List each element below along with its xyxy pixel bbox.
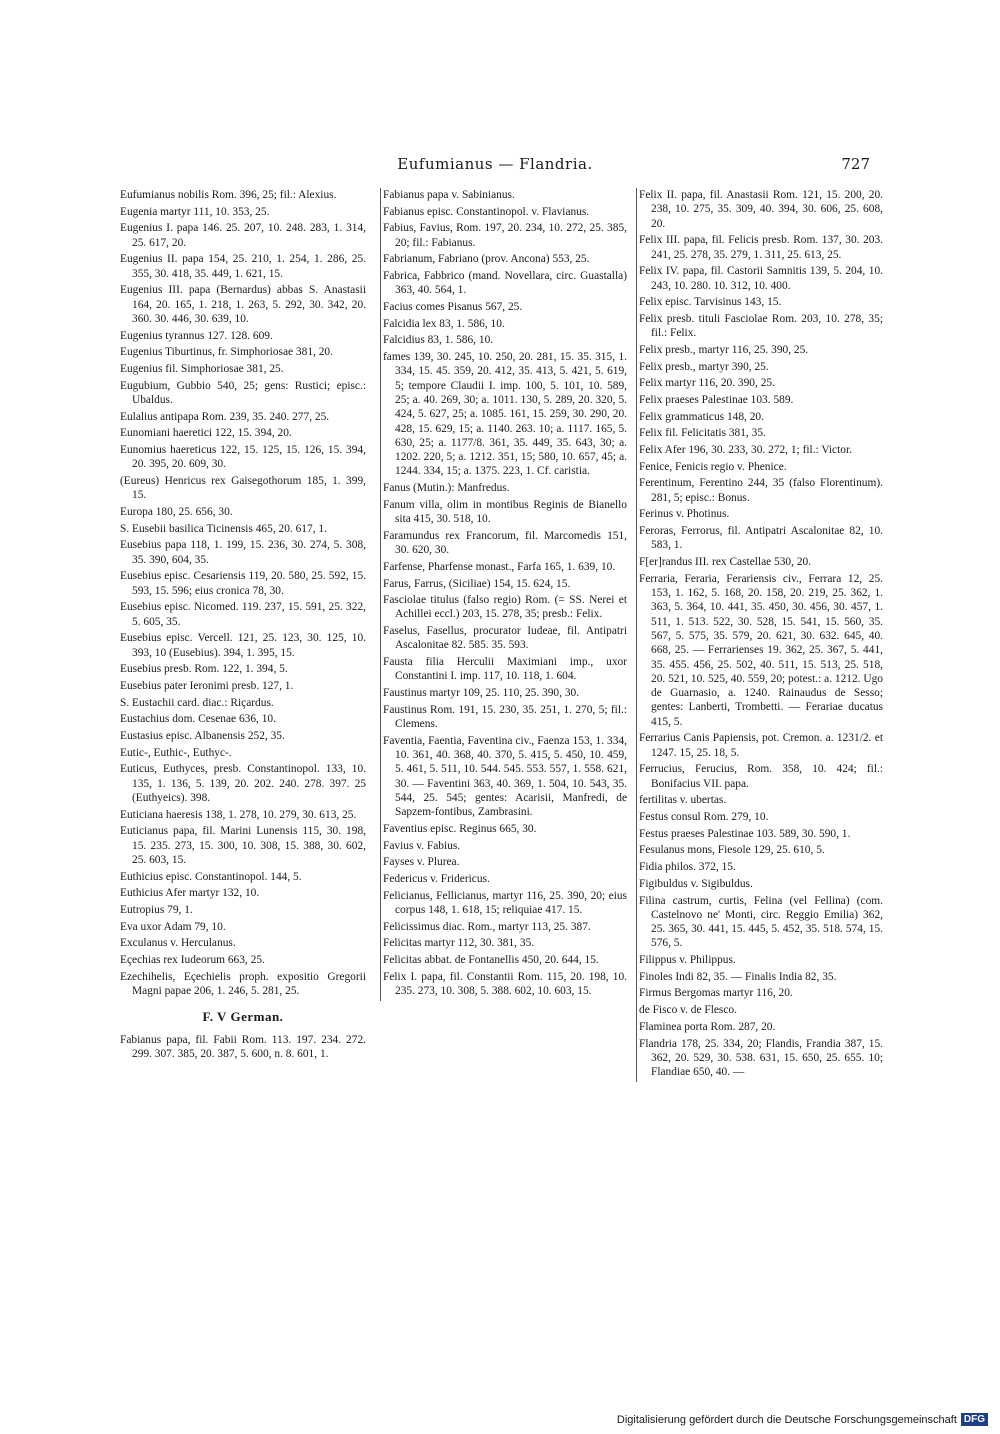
index-entry: Felix II. papa, fil. Anastasii Rom. 121, 15. 200, 20. 238, 10. 275, 35. 309, 40. 394, 30. 606, 25. 608, 20. [639, 189, 883, 230]
index-entry: Eugenius fil. Simphoriosae 381, 25. [120, 363, 284, 375]
index-entry: Felix grammaticus 148, 20. [639, 410, 764, 423]
index-entry: Faustinus Rom. 191, 15. 230, 35. 251, 1. 270, 5; fil.: Clemens. [383, 703, 627, 731]
index-entry: Faventia, Faentia, Faventina civ., Faenza 153, 1. 334, 10. 361, 40. 368, 40. 370, 5. 415, 5. 450, 10. 459, 5. 461, 5. 511, 10. 544. 545. 553. 557, 1. 558. 621, 30. — Faventini 363, 40. 369, 1. 504, 10. 543, 35. 544, 25. 545; gentes: Acarisii, Manfredi, de Sapzem-fontibus, Zambrasini. [383, 734, 627, 819]
index-entry: Fabrica, Fabbrico (mand. Novellara, circ. Guastalla) 363, 40. 564, 1. [383, 270, 627, 297]
index-entry: Eustasius episc. Albanensis 252, 35. [120, 730, 285, 743]
index-entry: Filippus v. Philippus. [639, 954, 736, 967]
index-entry: Eufumianus nobilis Rom. 396, 25; fil.: Alexius. [120, 189, 337, 201]
index-entry: Ferrarius Canis Papiensis, pot. Cremon. a. 1231/2. et 1247. 15, 25. 18, 5. [639, 732, 883, 759]
index-entry: Felix praeses Palestinae 103. 589. [639, 393, 794, 406]
index-entry: Eunomius haereticus 122, 15. 125, 15. 126, 15. 394, 20. 395, 20. 609, 30. [120, 444, 366, 471]
index-entry: Ferentinum, Ferentino 244, 35 (falso Florentinum). 281, 5; episc.: Bonus. [639, 477, 883, 504]
index-entry: Eugenius Tiburtinus, fr. Simphoriosae 381, 20. [120, 346, 333, 359]
index-entry: Eva uxor Adam 79, 10. [120, 920, 226, 933]
index-entry: S. Eusebii basilica Ticinensis 465, 20. 617, 1. [120, 522, 327, 535]
index-entry: Eugenius II. papa 154, 25. 210, 1. 254, 1. 286, 25. 355, 30. 418, 35. 449, 1. 621, 15. [120, 253, 366, 280]
running-title: Eufumianus — Flandria. [397, 155, 593, 173]
index-entry: Felix presb., martyr 390, 25. [639, 360, 769, 373]
index-entry: Euticiana haeresis 138, 1. 278, 10. 279, 30. 613, 25. [120, 808, 357, 821]
column-1 [120, 188, 366, 1064]
index-entry: Finoles Indi 82, 35. — Finalis India 82, 35. [639, 970, 837, 983]
index-entry: Faustinus martyr 109, 25. 110, 25. 390, 30. [383, 687, 580, 700]
index-entry: Felix I. papa, fil. Constantii Rom. 115, 20. 198, 10. 235. 273, 10. 308, 5. 388. 602, 10. 603, 15. [383, 970, 627, 998]
index-entry: F[er]randus III. rex Castellae 530, 20. [639, 556, 812, 569]
index-entry: Festus consul Rom. 279, 10. [639, 811, 769, 824]
index-entry: Eugenius tyrannus 127. 128. 609. [120, 329, 273, 342]
index-entry: Fabianus papa, fil. Fabii Rom. 113. 197. 234. 272. 299. 307. 385, 20. 387, 5. 600, n. 8. 601, 1. [120, 1033, 366, 1061]
index-entry: Fenice, Fenicis regio v. Phenice. [639, 460, 787, 473]
index-entry: Felicianus, Fellicianus, martyr 116, 25. 390, 20; eius corpus 148, 1. 618, 15; reliquiae 417. 15. [383, 889, 627, 917]
index-entry: Ferrucius, Ferucius, Rom. 358, 10. 424; fil.: Bonifacius VII. papa. [639, 763, 883, 790]
index-entry: Eulalius antipapa Rom. 239, 35. 240. 277, 25. [120, 410, 330, 423]
index-entry: Felix fil. Felicitatis 381, 35. [639, 427, 766, 440]
index-entry: Ferraria, Feraria, Ferariensis civ., Ferrara 12, 25. 153, 1. 162, 5. 168, 20. 158, 20. 219, 25. 362, 1. 363, 5. 364, 10. 441, 35. 450, 30. 456, 30. 457, 1. 511, 1. 513. 522, 30. 528, 15. 541, 15. 560, 35. 567, 5. 575, 35. 579, 20. 621, 30. 632. 645, 40. 668, 25. — Ferrarienses 19. 362, 25. 367, 5. 441, 35. 455. 456, 25. 502, 40. 511, 15. 513, 25. 518, 20. 521, 10. 525, 40. 559, 20; potest.: a. 1212. Ugo de Guarnasio, a. 1240. Rainaudus de Sesso; gentes: Lanberti, Trombetti. — Ferariae ducatus 415, 5. [639, 572, 883, 728]
index-entry: Fasciolae titulus (falso regio) Rom. (= SS. Nerei et Achillei eccl.) 203, 15. 278, 35; presb.: Felix. [383, 594, 627, 621]
index-entry: Farfense, Pharfense monast., Farfa 165, 1. 639, 10. [383, 560, 616, 573]
index-entry: Eusebius episc. Vercell. 121, 25. 123, 30. 125, 10. 393, 10 (Eusebius). 394, 1. 395, 15. [120, 632, 366, 659]
index-entry: Eçechias rex Iudeorum 663, 25. [120, 954, 265, 967]
index-entry: Felix episc. Tarvisinus 143, 15. [639, 296, 782, 309]
index-entry: Felix presb., martyr 116, 25. 390, 25. [639, 343, 809, 356]
index-entry: Feroras, Ferrorus, fil. Antipatri Ascalonitae 82, 10. 583, 1. [639, 525, 883, 552]
index-entry: Fesulanus mons, Fiesole 129, 25. 610, 5. [639, 844, 825, 857]
index-entry: Fabius, Favius, Rom. 197, 20. 234, 10. 272, 25. 385, 20; fil.: Fabianus. [383, 222, 627, 249]
index-entry: Fausta filia Herculii Maximiani imp., uxor Constantini I. imp. 117, 10. 118, 1. 604. [383, 656, 627, 683]
index-entry: Europa 180, 25. 656, 30. [120, 506, 233, 519]
index-entry: Eugubium, Gubbio 540, 25; gens: Rustici; episc.: Ubaldus. [120, 379, 366, 406]
index-entry: Fanus (Mutin.): Manfredus. [383, 482, 510, 495]
page-header [120, 155, 870, 179]
index-entry: Ezechihelis, Eçechielis proph. expositio Gregorii Magni papae 206, 1. 246, 5. 281, 25. [120, 970, 366, 998]
index-entry: Euticus, Euthyces, presb. Constantinopol. 133, 10. 135, 1. 136, 5. 139, 20. 202. 240. 278. 397. 25 (Euthyeics). 398. [120, 763, 366, 805]
index-entry: Faselus, Fasellus, procurator Iudeae, fil. Antipatri Ascalonitae 82. 585. 35. 593. [383, 625, 627, 652]
index-entry: Eutropius 79, 1. [120, 904, 193, 917]
index-entry: Fayses v. Plurea. [383, 856, 460, 869]
dfg-logo: DFG [961, 1413, 988, 1426]
index-entry: Eugenius III. papa (Bernardus) abbas S. Anastasii 164, 20. 165, 1. 218, 1. 263, 5. 292, 30. 342, 20. 360. 30. 446, 30. 639, 10. [120, 284, 366, 325]
index-entry: Flandria 178, 25. 334, 20; Flandis, Frandia 387, 15. 362, 20. 529, 30. 538. 631, 15. 650, 25. 655. 10; Flandiae 650, 40. — [639, 1037, 883, 1079]
section-heading: F. V German. [202, 1009, 284, 1025]
index-entry: Ferinus v. Photinus. [639, 508, 730, 521]
index-entry: Eustachius dom. Cesenae 636, 10. [120, 713, 276, 726]
index-entry: (Eureus) Henricus rex Gaisegothorum 185, 1. 399, 15. [120, 475, 366, 502]
index-entry: Eusebius episc. Cesariensis 119, 20. 580, 25. 592, 15. 593, 15. 596; eius cronica 78, 30. [120, 570, 366, 597]
index-entry: Fabianus episc. Constantinopol. v. Flavianus. [383, 205, 590, 218]
column-2 [380, 188, 627, 1001]
index-entry: Figibuldus v. Sigibuldus. [639, 877, 753, 890]
index-entry: fertilitas v. ubertas. [639, 794, 727, 807]
index-entry: Euthicius episc. Constantinopol. 144, 5. [120, 870, 302, 883]
index-entry: Felicitas martyr 112, 30. 381, 35. [383, 937, 535, 950]
index-entry: Farus, Farrus, (Siciliae) 154, 15. 624, 15. [383, 577, 571, 590]
index-entry: Faramundus rex Francorum, fil. Marcomedis 151, 30. 620, 30. [383, 529, 627, 557]
footer-credit [617, 1413, 988, 1426]
index-entry: Favius v. Fabius. [383, 839, 461, 852]
index-entry: fames 139, 30. 245, 10. 250, 20. 281, 15. 35. 315, 1. 334, 15. 45. 359, 20. 412, 35. 413, 5. 421, 5. 619, 5; tempore Claudii I. imp. 100, 5. 101, 10. 589, 25; a. 40. 269, 30; a. 1011. 130, 5. 289, 20. 320, 5. 424, 5. 627, 25; a. 1085. 161, 15. 259, 30. 290, 20. 428, 15. 629, 15; a. 1140. 263. 10; a. 1117. 165, 5. 630, 25; a. 1177/8. 361, 35. 449, 35. 643, 30; a. 1202. 220, 5; a. 1212. 351, 15; 580, 10. 657, 45; a. 1244. 334, 15; a. 1375. 223, 1. Cf. caristia. [383, 351, 627, 478]
index-entry: Eusebius presb. Rom. 122, 1. 394, 5. [120, 663, 288, 676]
index-entry: Eunomiani haeretici 122, 15. 394, 20. [120, 427, 292, 440]
column-3 [636, 188, 883, 1082]
index-entry: Falcidia lex 83, 1. 586, 10. [383, 317, 505, 330]
index-entry: Faventius episc. Reginus 665, 30. [383, 822, 537, 835]
index-entry: de Fisco v. de Flesco. [639, 1004, 737, 1017]
index-entry: Eutic-, Euthic-, Euthyc-. [120, 746, 232, 759]
index-entry: Fidia philos. 372, 15. [639, 861, 736, 874]
index-entry: Filina castrum, curtis, Felina (vel Fellina) (com. Castelnovo ne' Monti, circ. Reggio Emilia) 362, 25. 365, 30. 441, 15. 445, 5. 452, 35. 518. 574, 15. 576, 5. [639, 894, 883, 950]
index-entry: Felicissimus diac. Rom., martyr 113, 25. 387. [383, 920, 591, 933]
index-entry: Euthicius Afer martyr 132, 10. [120, 887, 260, 900]
index-entry: Eusebius pater Ieronimi presb. 127, 1. [120, 680, 294, 693]
index-entry: Fabrianum, Fabriano (prov. Ancona) 553, 25. [383, 253, 590, 266]
index-entry: Eusebius papa 118, 1. 199, 15. 236, 30. 274, 5. 308, 35. 390, 604, 35. [120, 539, 366, 566]
index-entry: Eusebius episc. Nicomed. 119. 237, 15. 591, 25. 322, 5. 605, 35. [120, 601, 366, 628]
index-entry: S. Eustachii card. diac.: Riçardus. [120, 696, 274, 709]
index-entry: Felix presb. tituli Fasciolae Rom. 203, 10. 278, 35; fil.: Felix. [639, 312, 883, 340]
index-entry: Facius comes Pisanus 567, 25. [383, 301, 523, 314]
index-entry: Felix III. papa, fil. Felicis presb. Rom. 137, 30. 203. 241, 25. 278, 35. 279, 1. 311, 25. 613, 25. [639, 234, 883, 261]
index-entry: Felix IV. papa, fil. Castorii Samnitis 139, 5. 204, 10. 243, 10. 280. 10. 312, 10. 400. [639, 265, 883, 292]
index-entry: Euticianus papa, fil. Marini Lunensis 115, 30. 198, 15. 235. 273, 15. 300, 10. 308, 15. 388, 30. 602, 25. 603, 15. [120, 825, 366, 867]
index-entry: Eugenia martyr 111, 10. 353, 25. [120, 205, 270, 218]
index-entry: Federicus v. Fridericus. [383, 873, 490, 886]
index-entry: Exculanus v. Herculanus. [120, 937, 236, 950]
index-entry: Felix martyr 116, 20. 390, 25. [639, 377, 775, 390]
index-entry: Felicitas abbat. de Fontanellis 450, 20. 644, 15. [383, 954, 599, 967]
index-entry: Fanum villa, olim in montibus Reginis de Bianello sita 415, 30. 518, 10. [383, 498, 627, 526]
index-entry: Eugenius I. papa 146. 25. 207, 10. 248. 283, 1. 314, 25. 617, 20. [120, 222, 366, 249]
index-entry: Felix Afer 196, 30. 233, 30. 272, 1; fil.: Victor. [639, 444, 852, 457]
page-number: 727 [841, 155, 870, 173]
index-entry: Festus praeses Palestinae 103. 589, 30. 590, 1. [639, 827, 851, 840]
index-entry: Flaminea porta Rom. 287, 20. [639, 1020, 776, 1033]
index-entry: Fabianus papa v. Sabinianus. [383, 189, 515, 201]
index-entry: Falcidius 83, 1. 586, 10. [383, 334, 494, 347]
index-entry: Firmus Bergomas martyr 116, 20. [639, 987, 793, 1000]
footer-text: Digitalisierung gefördert durch die Deutsche Forschungsgemeinschaft [616, 1413, 957, 1426]
